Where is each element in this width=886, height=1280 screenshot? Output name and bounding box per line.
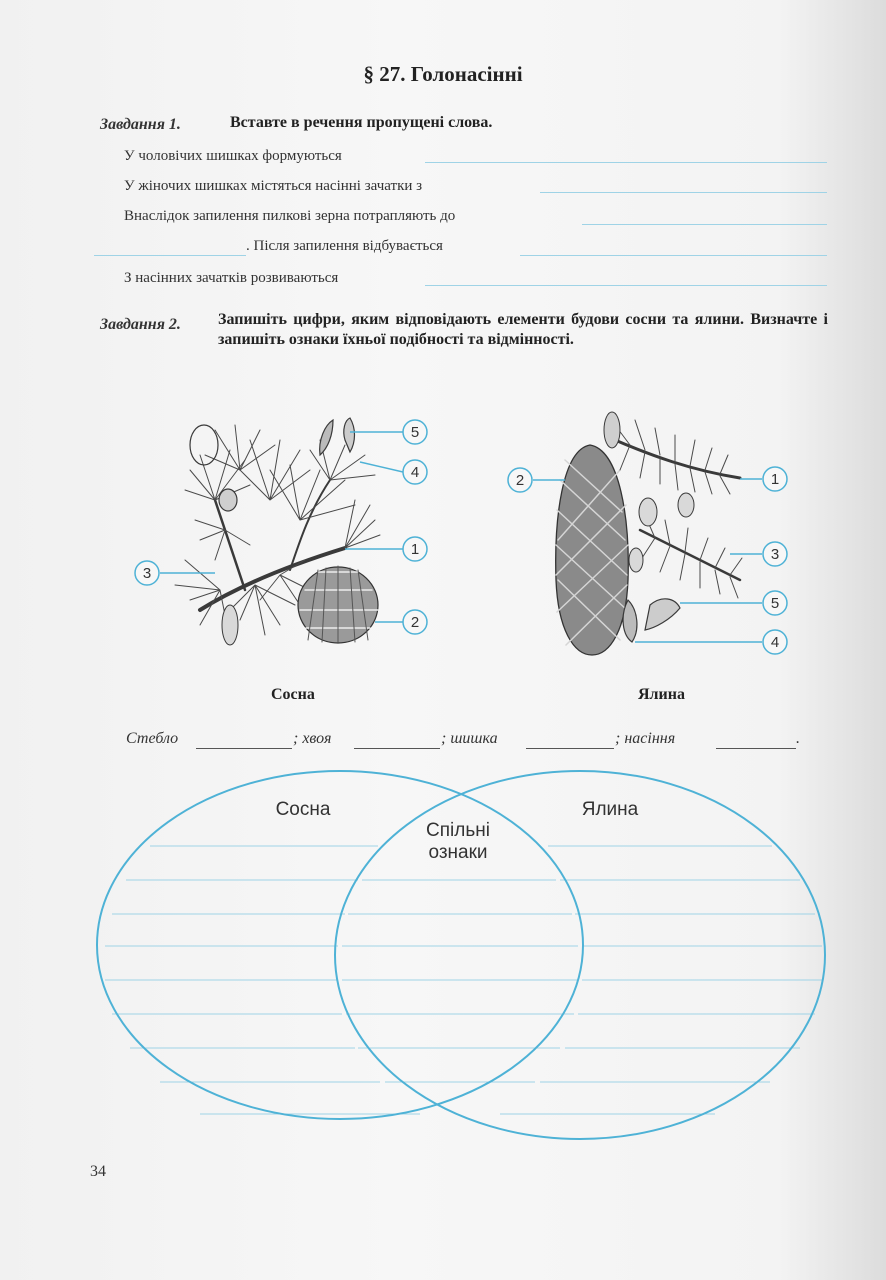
task1-line-5: З насінних зачатків розвиваються: [124, 270, 339, 286]
task1-line-4: . Після запилення відбувається: [246, 238, 443, 254]
task1-label: Завдання 1.: [100, 116, 181, 133]
venn-middle-label-2: ознаки: [428, 842, 488, 863]
task2-instruction: Запишіть цифри, яким відповідають елементи будови сосни та ялини. Визначте і запишіть ознаки їхньої подібності та відмінності.: [218, 311, 828, 348]
fill-end-dot: .: [796, 730, 800, 747]
fill-seeds-blank[interactable]: [716, 748, 796, 749]
venn-right-label: Ялина: [581, 799, 639, 820]
page-number: 34: [90, 1163, 106, 1180]
fill-seeds-label: ; насіння: [615, 730, 676, 747]
spruce-illustration: [556, 412, 742, 655]
spruce-callout-2-label: 2: [515, 472, 525, 489]
pine-callout-1-label: 1: [410, 541, 420, 558]
venn-left-ellipse: [97, 771, 583, 1119]
pine-caption: Сосна: [271, 686, 315, 703]
pine-callouts: [135, 420, 427, 634]
task1-instruction: Вставте в речення пропущені слова.: [230, 114, 493, 131]
task2-label: Завдання 2.: [100, 316, 181, 333]
pine-callout-5-label: 5: [410, 424, 420, 441]
pine-callout-4-label: 4: [410, 464, 420, 481]
venn-diagram: [97, 771, 825, 1139]
spruce-cone: [556, 445, 629, 655]
task1-line-3: Внаслідок запилення пилкові зерна потрапляють до: [124, 208, 456, 224]
fill-needles-blank[interactable]: [354, 748, 440, 749]
venn-right-ellipse: [335, 771, 825, 1139]
task1-line-2: У жіночих шишках містяться насінні зачатки з: [124, 178, 423, 194]
pine-callout-2-label: 2: [410, 614, 420, 631]
fill-stem-label: Стебло: [126, 730, 179, 747]
fill-needles-label: ; хвоя: [293, 730, 332, 747]
task1-line-1: У чоловічих шишках формуються: [124, 148, 342, 164]
pine-callout-3-label: 3: [142, 565, 152, 582]
spruce-callout-3-label: 3: [770, 546, 780, 563]
pine-illustration: [175, 418, 380, 645]
pine-cone: [298, 566, 378, 643]
spruce-callout-5-label: 5: [770, 595, 780, 612]
spruce-caption: Ялина: [638, 686, 685, 703]
spruce-callout-1-label: 1: [770, 471, 780, 488]
fill-cone-blank[interactable]: [526, 748, 614, 749]
venn-middle-label-1: Спільні: [426, 820, 490, 841]
fill-cone-label: ; шишка: [441, 730, 498, 747]
venn-left-label: Сосна: [275, 799, 331, 820]
spruce-callout-4-label: 4: [770, 634, 780, 651]
page-title: § 27. Голонасінні: [363, 62, 523, 86]
fill-stem-blank[interactable]: [196, 748, 292, 749]
